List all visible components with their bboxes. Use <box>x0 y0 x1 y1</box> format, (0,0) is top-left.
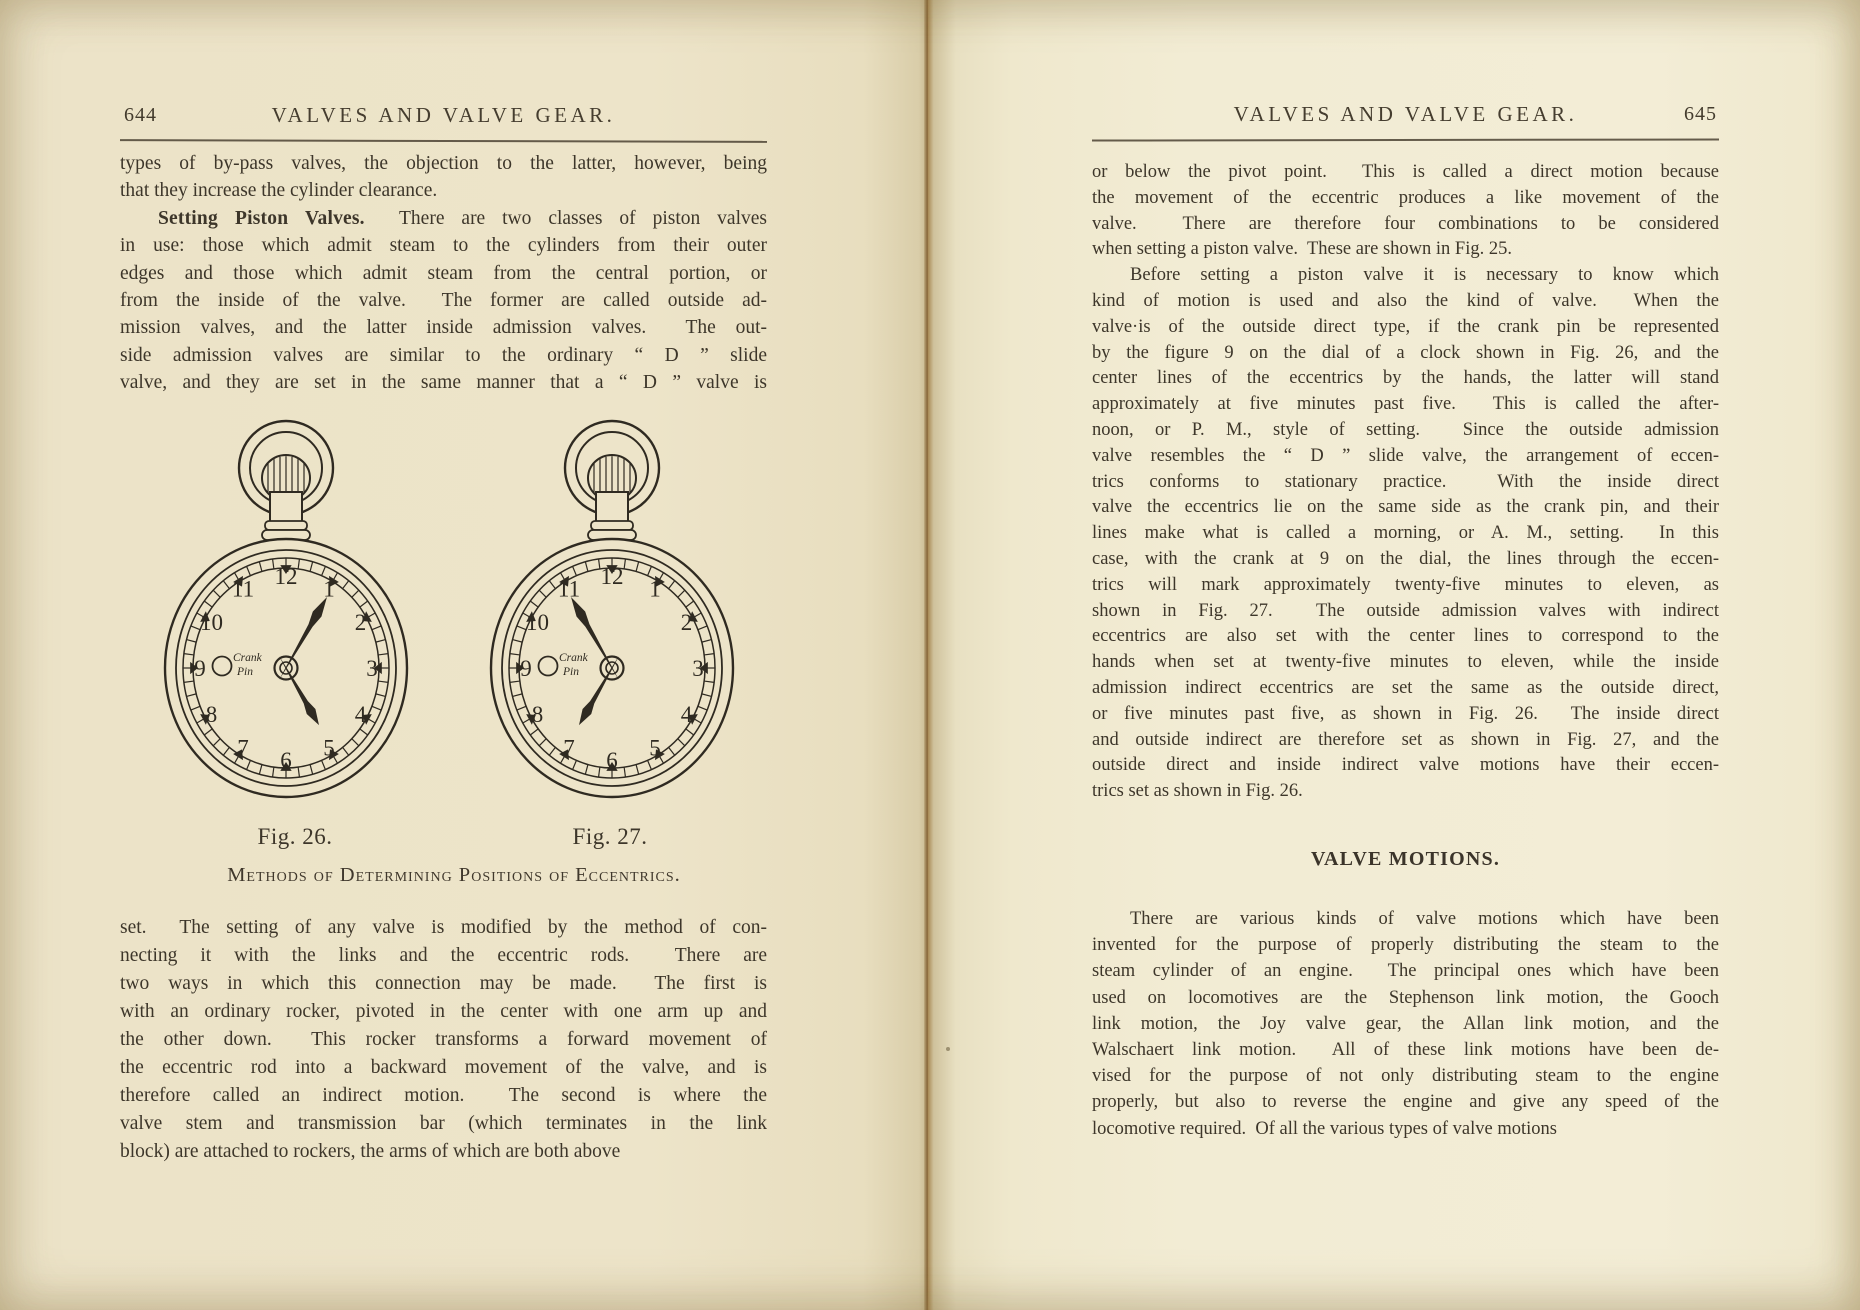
text-line: Before setting a piston valve it is necessary to know which <box>1130 265 1719 286</box>
fig-26-pocket-watch-illustration <box>150 412 422 804</box>
text-line: vised for the purpose of not only distributing steam to the engine <box>1092 1066 1719 1087</box>
left-page <box>0 0 928 1310</box>
text-line: that they increase the cylinder clearance. <box>120 180 438 202</box>
left-page-header <box>120 103 767 133</box>
svg-text:Pin: Pin <box>563 666 579 678</box>
text-line: steam cylinder of an engine. The principal ones which have been <box>1092 961 1719 982</box>
text-line: with an ordinary rocker, pivoted in the center with one arm up and <box>120 1001 767 1022</box>
text-line: approximately at five minutes past five. This is called the after- <box>1092 394 1719 415</box>
svg-text:4: 4 <box>354 702 367 727</box>
text-line: the other down. This rocker transforms a forward movement of <box>120 1029 767 1050</box>
text-line: outside direct and inside indirect valve motions have their eccen- <box>1092 755 1719 776</box>
svg-text:2: 2 <box>680 610 693 635</box>
text-line: trics set as shown in Fig. 26. <box>1092 781 1303 802</box>
text-line: noon, or P. M., style of setting. Since the outside admission <box>1092 419 1719 440</box>
svg-text:Crank: Crank <box>233 652 262 664</box>
text-line: There are various kinds of valve motions which have been <box>1130 909 1719 929</box>
text-line: or below the pivot point. This is called a direct motion because <box>1092 162 1719 182</box>
right-running-title: VALVES AND VALVE GEAR. <box>1233 102 1578 126</box>
text-line: valve·is of the outside direct type, if the crank pin be represented <box>1092 316 1719 337</box>
text-line: trics conforms to stationary practice. With the inside direct <box>1092 471 1719 492</box>
text-line: set. The setting of any valve is modified by the method of con- <box>120 917 767 938</box>
text-line: used on locomotives are the Stephenson link motion, the Gooch <box>1092 987 1719 1008</box>
svg-text:7: 7 <box>563 735 575 761</box>
text-line: eccentrics are also set with the center lines to correspond to the <box>1092 626 1719 647</box>
svg-text:7: 7 <box>237 735 249 761</box>
fig-26-label: Fig. 26. <box>257 824 333 849</box>
text-line: Setting Piston Valves. There are two classes of piston valves <box>158 207 767 229</box>
paper-speck <box>946 1047 950 1051</box>
text-line: by the figure 9 on the dial of a clock shown in Fig. 26, and the <box>1092 342 1719 363</box>
text-line: from the inside of the valve. The former are called outside ad- <box>120 290 767 312</box>
svg-text:11: 11 <box>231 576 255 602</box>
text-line: two ways in which this connection may be made. The first is <box>120 973 767 994</box>
right-page <box>928 0 1860 1310</box>
text-line: valve the eccentrics lie on the same side as the crank pin, and their <box>1092 497 1719 518</box>
text-line: the movement of the eccentric produces a like movement of the <box>1092 187 1719 208</box>
text-line: edges and those which admit steam from the central portion, or <box>120 262 767 284</box>
text-line: link motion, the Joy valve gear, the Allan link motion, and the <box>1092 1013 1719 1034</box>
left-body-top <box>120 150 767 397</box>
text-line: valve, and they are set in the same manner that a “ D ” valve is <box>120 372 767 394</box>
text-line: therefore called an indirect motion. The second is where the <box>120 1085 767 1106</box>
fig-27-pocket-watch-illustration <box>476 412 748 804</box>
left-body-bottom <box>120 914 767 1166</box>
svg-text:10: 10 <box>200 610 224 635</box>
text-line: side admission valves are similar to the ordinary “ D ” slide <box>120 344 767 366</box>
text-line: invented for the purpose of properly distributing the steam to the <box>1092 935 1719 956</box>
svg-text:6: 6 <box>606 748 618 773</box>
svg-text:6: 6 <box>280 748 292 773</box>
svg-text:1: 1 <box>323 576 335 602</box>
text-line: necting it with the links and the eccentric rods. There are <box>120 945 767 966</box>
fig-27-label: Fig. 27. <box>572 824 648 849</box>
svg-text:4: 4 <box>680 702 693 727</box>
left-running-title: VALVES AND VALVE GEAR. <box>271 103 616 127</box>
svg-text:12: 12 <box>274 564 298 589</box>
svg-text:2: 2 <box>354 610 367 635</box>
text-line: lines make what is called a morning, or A. M., setting. In this <box>1092 523 1719 544</box>
text-line: admission indirect eccentrics are set the same as the outside direct, <box>1092 677 1719 698</box>
text-line: shown in Fig. 27. The outside admission valves with indirect <box>1092 600 1719 621</box>
text-line: in use: those which admit steam to the cylinders from their outer <box>120 235 767 257</box>
text-line: hands when set at twenty-five minutes to eleven, while the inside <box>1092 652 1719 673</box>
text-line: properly, but also to reverse the engine and give any speed of the <box>1092 1092 1719 1113</box>
right-body-bottom <box>1092 906 1719 1142</box>
svg-text:Crank: Crank <box>559 652 588 664</box>
svg-text:9: 9 <box>520 656 532 681</box>
svg-text:8: 8 <box>205 702 218 727</box>
right-body-top <box>1092 160 1719 805</box>
svg-text:8: 8 <box>531 702 544 727</box>
text-line: mission valves, and the latter inside admission valves. The out- <box>120 317 767 339</box>
section-heading-valve-motions: VALVE MOTIONS. <box>1310 848 1501 870</box>
text-line: when setting a piston valve. These are shown in Fig. 25. <box>1092 239 1512 260</box>
text-line: types of by-pass valves, the objection to the latter, however, being <box>120 153 767 174</box>
text-line: block) are attached to rockers, the arms of which are both above <box>120 1141 621 1162</box>
svg-text:12: 12 <box>600 564 624 589</box>
svg-text:5: 5 <box>323 735 335 761</box>
svg-text:5: 5 <box>649 735 661 761</box>
text-line: trics will mark approximately twenty-five minutes to eleven, as <box>1092 574 1719 595</box>
text-line: valve resembles the “ D ” slide valve, the arrangement of eccen- <box>1092 445 1719 466</box>
svg-text:3: 3 <box>692 656 704 681</box>
text-line: and outside indirect are therefore set as shown in Fig. 27, and the <box>1092 729 1719 750</box>
text-line: valve stem and transmission bar (which terminates in the link <box>120 1113 767 1134</box>
text-line: Walschaert link motion. All of these link motions have been de- <box>1092 1040 1719 1061</box>
left-header-rule <box>120 139 767 143</box>
right-page-number: 645 <box>1684 103 1717 125</box>
right-header-rule <box>1092 138 1719 141</box>
right-page-header <box>1092 102 1719 132</box>
left-page-number: 644 <box>124 104 157 126</box>
text-line: case, with the crank at 9 on the dial, the lines through the eccen- <box>1092 548 1719 569</box>
svg-text:Pin: Pin <box>237 666 253 678</box>
svg-text:9: 9 <box>194 656 206 681</box>
svg-text:1: 1 <box>649 576 661 602</box>
text-line: valve. There are therefore four combinations to be considered <box>1092 213 1719 234</box>
text-line: locomotive required. Of all the various types of valve motions <box>1092 1118 1557 1139</box>
text-line: kind of motion is used and also the kind of valve. When the <box>1092 290 1719 311</box>
text-line: the eccentric rod into a backward movement of the valve, and is <box>120 1057 767 1078</box>
figure-caption: Methods of Determining Positions of Eccentrics. <box>227 864 681 886</box>
text-line: center lines of the eccentrics by the hands, the latter will stand <box>1092 368 1719 389</box>
text-line: or five minutes past five, as shown in Fig. 26. The inside direct <box>1092 703 1719 724</box>
svg-text:11: 11 <box>557 576 581 602</box>
svg-text:3: 3 <box>366 656 378 681</box>
svg-text:10: 10 <box>526 610 550 635</box>
